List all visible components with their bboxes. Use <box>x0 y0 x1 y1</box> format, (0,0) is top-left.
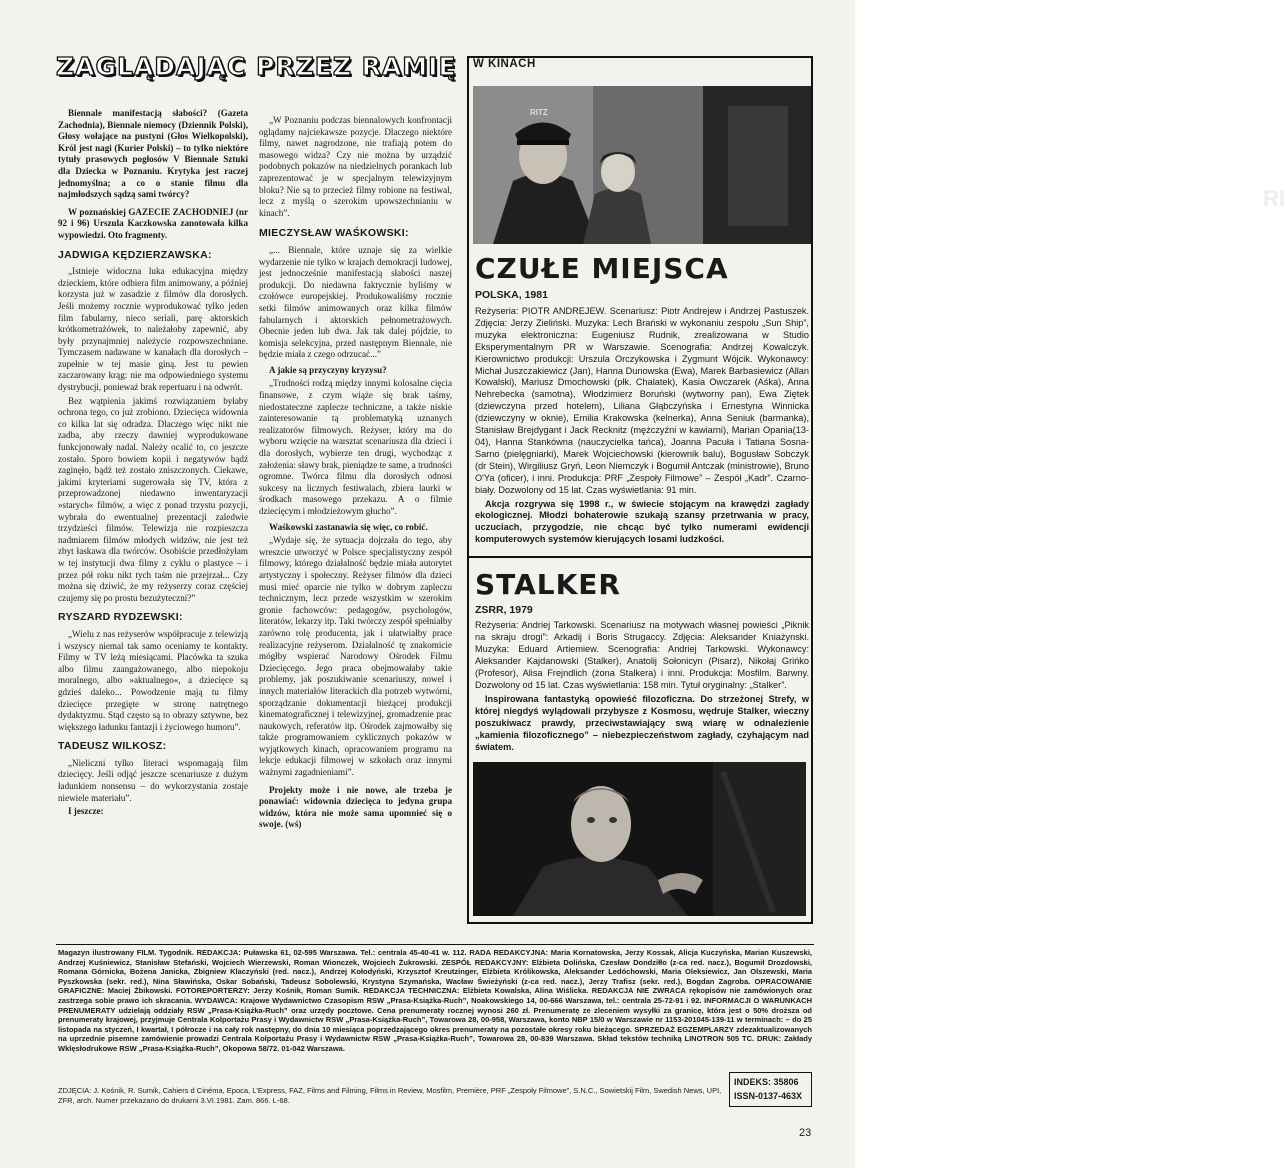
film-country-year: POLSKA, 1981 <box>475 289 548 301</box>
film-title-stalker: STALKER <box>475 568 621 601</box>
question-subhead: A jakie są przyczyny kryzysu? <box>269 364 387 375</box>
intro-lead: Biennale manifestacją słabości? (Gazeta Zachodnia), Biennale niemocy (Dziennik Polski), Głosy wołające na pustyni (Głos Wielkopolski), Król jest nagi (Kurier Polski) – to tylko niektóre tytuły prasowych pogłosów V Biennale Sztuki dla Dziecka w Poznaniu. Krytyka jest raczej jednomyślna; a co o stanie filmu dla najmłodszych sądzą sami twórcy? <box>58 108 248 200</box>
masthead-imprint: Magazyn ilustrowany FILM. Tygodnik. REDAKCJA: Puławska 61, 02-595 Warszawa. Tel.: centrala 45-40-41 w. 112. RADA REDAKCYJNA: Maria Kornatowska, Jerzy Kossak, Alicja Kuczyńska, Marian Kuszewski, Andrzej Kuśniewicz, Stanisław Stefański, Wojciech Wierzewski, Roman Wionczek, Wojciech Żukrowski. ZESPÓŁ REDAKCYJNY: Elżbieta Dolińska, Czesław Dondziłło (z-ca red. nacz.), Bogumił Drozdowski, Romana Górnicka, Bożena Janicka, Zbigniew Klaczyński (red. nacz.), Andrzej Kołodyński, Krzysztof Kreutzinger, Elżbieta Królikowska, Aleksander Ledóchowski, Maria Oleksiewicz, Jan Olszewski, Maria Pyszkowska (sekr. red.), Nina Sławińska, Oskar Sobański, Tadeusz Sobolewski, Krystyna Szymańska, Wacław Świeżyński (z-ca red. nacz.), Jerzy Trafisz (sekr. red.), Bogdan Zagroba. OPRACOWANIE GRAFICZNE: Maciej Żbikowski. FOTOREPORTERZY: Jerzy Kośnik, Roman Sumik. REDAKCJA TECHNICZNA: Elżbieta Kowalska, Alina Wiślicka. REDAKCJA NIE ZWRACA rękopisów nie zamówionych oraz zastrzega sobie prawo ich skracania. WYDAWCA: Krajowe Wydawnictwo Czasopism RSW „Prasa-Książka-Ruch”, Noakowskiego 14, 00-666 Warszawa, tel.: centrala 25-72-91 i 92. INFORMACJI O WARUNKACH PRENUMERATY udzielają oddziały RSW „Prasa-Książka-Ruch” oraz urzędy pocztowe. Cena prenumeraty rocznej wynosi 260 zł. Prenumeratę ze zleceniem wysyłki za granicę, która jest o 50% droższa od prenumeraty krajowej, przyjmuje Centrala Kolportażu Prasy i Wydawnictw RSW „Prasa-Książka-Ruch”, Towarowa 28, 00-958, Warszawa, konto NBP 15/0 w Warszawie nr 1153-201045-139-11 w terminach: – do 25 listopada na styczeń, I kwartał, I półrocze i na cały rok następny, do dnia 10 miesiąca poprzedzającego okres prenumeraty na pozostałe okresy roku bieżącego. SPRZEDAŻ EGZEMPLARZY zdezaktualizowanych na uprzednie pisemne zamówienie prowadzi Centrala Kolportażu Prasy i Wydawnictw RSW „Prasa-Książka-Ruch”, Towarowa 28, 00-839 Warszawa. Skład tekstów techniką LINOTRON 505 TC. DRUK: Zakłady Wklęsłodrukowe RSW „Prasa-Książka-Ruch”, Okopowa 58/72. 01-042 Warszawa. <box>58 948 812 1053</box>
film-title-czule-miejsca: CZUŁE MIEJSCA <box>475 252 729 285</box>
film-still-stalker <box>473 762 806 916</box>
section-divider <box>467 556 813 558</box>
quote-paragraph: I jeszcze: <box>68 806 104 817</box>
still-figures <box>473 86 811 244</box>
photo-credits: ZDJĘCIA: J. Kośnik, R. Sumik, Cahiers d Cinéma, Epoca, L'Express, FAZ, Films and Filming, Films in Review, Mosfilm, Première, PRF „Zespoły Filmowe”, S.N.C., Sowietskij Film, Swedish News, UPI, ZFR, arch. Numer przekazano do drukarni 3.VI.1981. Zam. 866. L-68. <box>58 1086 722 1105</box>
section-label: W KINACH <box>473 58 536 70</box>
quote-paragraph: „... Biennale, które uznaje się za wielkie wydarzenie nie tylko w krajach demokracji ludowej, jest jednocześnie manifestacją słabości naszej produkcji. Do niedawna faktycznie byliśmy w czołówce europejskiej. Produkowaliśmy rocznie setki filmów animowanych oraz kilka filmów fabularnych i aktorskich pełnometrażowych. Obecnie jeden lub dwa. Jak tak dalej pójdzie, to komisja selekcyjna, przed następnym Biennale, nie będzie miała z czego odrzucać...” <box>259 244 452 360</box>
ritz-sign: RI <box>1263 186 1285 211</box>
article-closing: Projekty może i nie nowe, ale trzeba je ponawiać: widownia dziecięca to jedyna grupa widzów, która nie może sama upomnieć się o swoje. (wś) <box>259 784 452 830</box>
author-rydzewski: RYSZARD RYDZEWSKI: <box>58 611 183 624</box>
issn-number: ISSN-0137-463X <box>734 1091 803 1101</box>
author-waskowski: MIECZYSŁAW WAŚKOWSKI: <box>259 227 409 240</box>
page-headline: ZAGLĄDAJĄC PRZEZ RAMIĘ <box>56 52 457 81</box>
film-still-czule-miejsca <box>473 86 1285 244</box>
film-synopsis: Akcja rozgrywa się 1998 r., w świecie stojącym na krawędzi zagłady ekologicznej. Młodzi bohaterowie szukają szansy przetrwania w pracy, uczuciach, przygodzie, nie chcąc być tylko numerami ewidencji komputerowych systemów kierujących losami ludzkości. <box>475 498 809 545</box>
quote-paragraph: „W Poznaniu podczas biennalowych konfrontacji oglądamy najciekawsze pozycje. Dlaczego niektóre filmy, nawet nagrodzone, nie trafiają potem do masowego widza? Czy nie można by urządzić podobnych pokazów na niedzielnych porankach lub zaprezentować je w specjalnym telewizyjnym bloku? Nie są to przecież filmy robione na festiwal, lecz z myślą o szerokim upowszechnianiu w kinach”. <box>259 115 452 218</box>
quote-paragraph: „Nieliczni tylko literaci wspomagają film dziecięcy. Jeśli odjąć jeszcze scenariusze z dużym ładunkiem nonsensu – do wykorzystania zostaje niewiele materiału”. <box>58 757 248 803</box>
article-column-2 <box>259 115 452 935</box>
film-credits-czule-miejsca <box>475 306 809 545</box>
cap-badge-text: RITZ <box>530 108 548 117</box>
quote-paragraph: „Wielu z nas reżyserów współpracuje z telewizją i wszyscy niemal tak samo oceniamy te kontakty. Filmy w TV leżą miesiącami. Placówka ta szuka albo filmu zaangażowanego, albo niepokoju moralnego, albo »aktualnego«, a dziecięce są gdzieś daleko... Powodzenie mają tu filmy dziecięce przegięte w stronę natrętnego dydaktyzmu. Stąd często są to obrazy sztywne, bez większego ładunku fantazji i życiowego humoru”. <box>58 628 248 732</box>
index-box <box>729 1072 812 1107</box>
film-synopsis: Inspirowana fantastyką opowieść filozoficzna. Do strzeżonej Strefy, w której niegdyś wylądowali przybysze z Kosmosu, wędruje Stalker, wieczny poszukiwacz prawdy, przeciwstawiający swą wiarę w odnalezienie „kamienia filozoficznego” – niebezpieczeństwom zagłady, czyhającym nad światem. <box>475 694 809 753</box>
film-credits-text: Reżyseria: PIOTR ANDREJEW. Scenariusz: Piotr Andrejew i Andrzej Pastuszek. Zdjęcia: Jerzy Zieliński. Muzyka: Lech Brański w wykonaniu zespołu „Sun Ship”, muzyka elektroniczna: Eugeniusz Rudnik, zrealizowana w Studio Eksperymentalnym PR w Warszawie. Scenografia: Andrzej Kowalczyk. Kierownictwo produkcji: Urszula Orczykowska i Zygmunt Wójcik. Wykonawcy: Michał Juszczakiewicz (Jan), Hanna Dunowska (Ewa), Marek Barbasiewicz (Allan Kowalski), Mariusz Dmochowski (płk. Chalatek), Kasia Owczarek (Aśka), Anna Nehrebecka (samotna), Włodzimierz Boruński (wytworny pan), Ewa Ziętek (dziewczyna przed hotelem), Liliana Głąbczyńska i Ernestyna Winnicka (dziewczyny w oknie), Emilia Krakowska (kelnerka), Anna Seniuk (barmanka), Stanisław Brejdygant i Jack Recknitz (mężczyźni w kawiarni), Marian Opania(13-04), Hanna Stankówna (nauczycielka tańca), Joanna Pacuła i Tatiana Sosna-Sarno (pielęgniarki), Marek Wojciechowski (kierownik balu), Bogusław Sobczyk (dr Stein), Wirgiliusz Gryń, Leon Niemczyk i Bogumił Antczak (ministrowie), Bruno O'Ya (oficer), i inni. Produkcja: PRF „Zespoły Filmowe” – Zespół „Kadr”. Czarno-biały. Dozwolony od 15 lat. Czas wyświetlania: 91 min. <box>475 306 809 495</box>
author-wilkosz: TADEUSZ WILKOSZ: <box>58 740 167 753</box>
quote-paragraph: Bez wątpienia jakimś rozwiązaniem byłaby ochrona tego, co już zrobiono. Dziecięca widownia co kilka lat się odradza. Dlaczego więc nikt nie zadba, aby rzeczy dawniej wyprodukowane funkcjonowały nadal. Należy ocalić to, co jeszcze zostało. Sporo bowiem kopii i negatywów bądź zaginęło, bądź też zostało zniszczonych. Ciekawe, jakimi kryteriami sugerowała się TV, która z przeprowadzonej niedawno inwentaryzacji »starych« filmów, a więc z ponad trzystu pozycji, wybrała do ewentualnej prezentacji zaledwie trzydzieści filmów. Telewizja nie rozpieszcza nadmiarem filmów młodych widzów, nie jest też zbyt łaskawa dla twórców. Osobiście przedłożyłam w tej instytucji dwa filmy z cyklu o plastyce – i przez pół roku nikt tych taśm nie przejrzał... Czy można się dziwić, że my reżyserzy coraz częściej czujemy się po prostu bezużyteczni?” <box>58 395 248 603</box>
intro-source: W poznańskiej GAZECIE ZACHODNIEJ (nr 92 i 96) Urszula Kaczkowska zanotowała kilka wypowiedzi. Oto fragmenty. <box>58 206 248 240</box>
film-country-year: ZSRR, 1979 <box>475 604 533 616</box>
still-figure <box>473 762 806 916</box>
quote-paragraph: „Trudności rodzą między innymi kolosalne cięcia finansowe, z czym wiąże się brak taśmy, niedostateczne zaplecze techniczne, a także niskie zainteresowanie tą problematyką uznanych realizatorów filmowych. Reżyser, który ma do wyboru wzięcie na warsztat scenariusza dla dzieci i dla dorosłych, wybierze ten drugi, wychodząc z założenia: sławy brak, pieniądze te same, a trudności ogromne. Twórca filmu dla dorosłych odnosi sukcesy na licznych festiwalach, zbiera laurki w środkach masowego przekazu. A o filmie dziecięcym i młodzieżowym głucho”. <box>259 378 452 516</box>
page-number: 23 <box>799 1127 812 1139</box>
question-subhead: Waśkowski zastanawia się więc, co robić. <box>269 521 428 532</box>
index-number: INDEKS: 35806 <box>734 1077 799 1087</box>
author-kedzierzawska: JADWIGA KĘDZIERZAWSKA: <box>58 248 212 261</box>
quote-paragraph: „Wydaje się, że sytuacja dojrzała do tego, aby wreszcie utworzyć w Polsce specjalistyczny zespół filmowy, którego działalność będzie miała autorytet artystyczny i społeczny. Reżyser filmów dla dzieci musi mieć oparcie nie tylko w dobrym zapleczu technicznym, lecz przede wszystkim w szerokim gronie fachowców: pedagogów, psychologów, literatów, lekarzy itp. Taki twórczy zespół spełniałby zarówno rolę producenta, jak i ułatwiałby prace realizacyjne reżyserom. Działalność tę znakomicie mógłby wspierać Narodowy Ośrodek Filmu Dziecięcego. Jego praca obejmowałaby takie problemy, jak poszukiwanie scenariuszy, nowel i innych materiałów literackich dla potrzeb wytwórni, sporządzanie dokumentacji bieżącej produkcji kinematograficznej i telewizyjnej, gromadzenie prac naukowych, referatów itp. Ośrodek zajmowałby się także programowaniem cyklicznych pokazów w wyjątkowych kinach, opracowaniem programu na lekcje edukacji filmowej w szkołach oraz innymi ważnymi zagadnieniami”. <box>259 535 452 778</box>
film-credits-text: Reżyseria: Andriej Tarkowski. Scenariusz na motywach własnej powieści „Piknik na skraju drogi”: Arkadij i Boris Strugaccy. Zdjęcia: Aleksander Kniażynski. Muzyka: Eduard Artiemiew. Scenografia: Andriej Tarkowski. Wykonawcy: Aleksander Kajdanowski (Stalker), Anatolij Sołonicyn (Pisarz), Nikołaj Grińko (Profesor), Alisa Frejndlich (żona Stalkera) i inni. Produkcja: Mosfilm. Barwny. Dozwolony od 15 lat. Czas wyświetlania: 158 min. Tytuł oryginalny: „Stalker”. <box>475 620 809 690</box>
article-column-1 <box>58 108 248 932</box>
footer-divider <box>56 944 814 945</box>
quote-paragraph: „Istnieje widoczna luka edukacyjna między dzieckiem, które odbiera film animowany, a później korzysta już w zasadzie z filmów dla dorosłych. Jeśli możemy rocznie wyprodukować tylko jeden film fabularny, nieco seriali, parę aktorskich krótkometrażówek, to należałoby zapewnić, aby były przynajmniej należycie rozpowszechniane. Tymczasem nadawane w kanałach dla dorosłych – zupełnie w tej masie giną. Jest tu pewien zaczarowany krąg: nie ma odpowiedniego systemu dystrybucji, ponieważ brak repertuaru i na odwrót. <box>58 266 248 393</box>
film-credits-stalker <box>475 620 809 756</box>
